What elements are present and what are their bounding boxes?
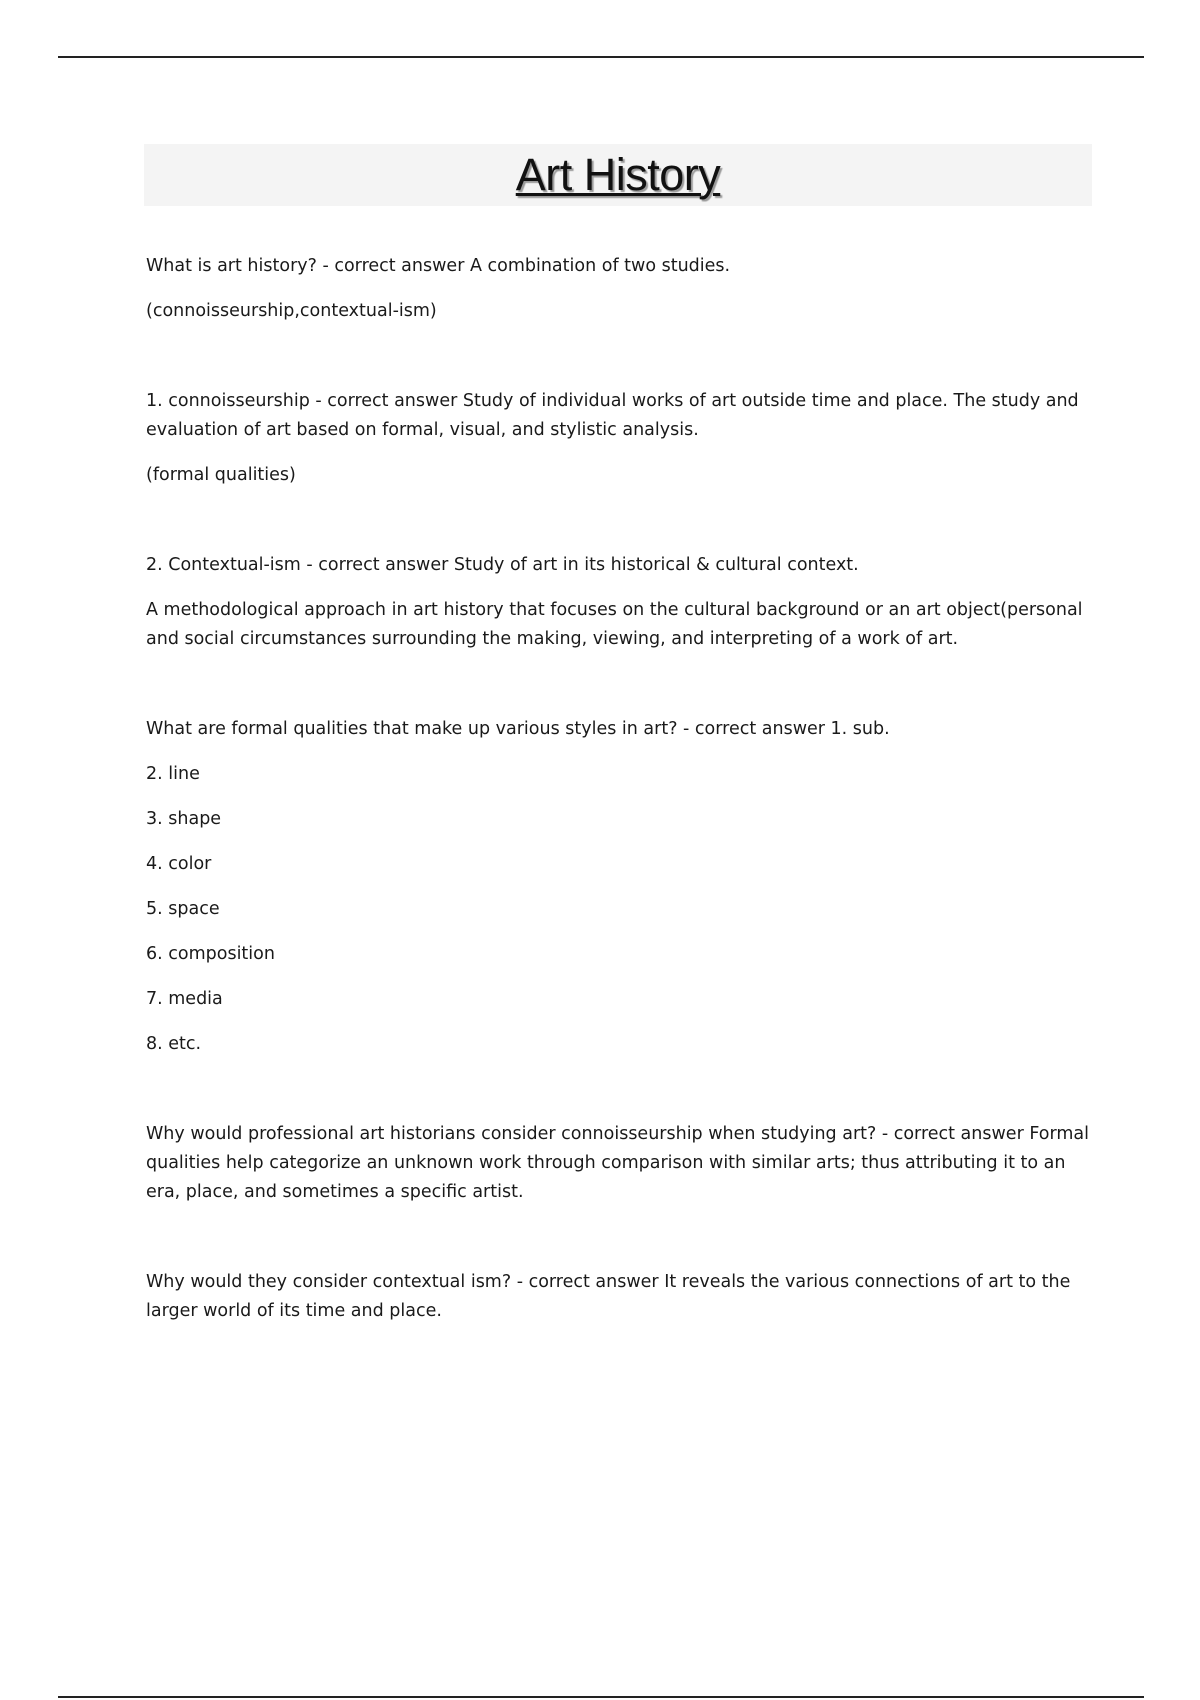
header-rule <box>58 56 1144 58</box>
list-item: 6. composition <box>146 944 275 964</box>
list-item: 8. etc. <box>146 1034 202 1054</box>
question-text: Why would professional art historians consider connoisseurship when studying art? - correct answer Formal qualities help categorize an unknown work through comparison with similar arts; thus attributing it to an era, place, and sometimes a specific artist. <box>146 1124 1090 1202</box>
answer-line: A methodological approach in art history that focuses on the cultural background or an art object(personal and social circumstances surrounding the making, viewing, and interpreting of a work of art. <box>146 600 1083 649</box>
document-title: Art History <box>515 149 721 200</box>
title-band <box>144 144 1092 206</box>
document-body <box>146 252 1090 1342</box>
qa-block-4 <box>146 715 1090 1059</box>
list-item: 3. shape <box>146 809 222 829</box>
qa-block-1 <box>146 252 1090 326</box>
footer-rule <box>58 1696 1144 1698</box>
list-item: 5. space <box>146 899 220 919</box>
question-text: Why would they consider contextual ism? - correct answer It reveals the various connections of art to the larger world of its time and place. <box>146 1272 1071 1321</box>
qa-block-5 <box>146 1120 1090 1207</box>
question-text: 1. connoisseurship - correct answer Study of individual works of art outside time and place. The study and evaluation of art based on formal, visual, and stylistic analysis. <box>146 391 1079 440</box>
qa-block-6 <box>146 1268 1090 1326</box>
qa-block-3 <box>146 551 1090 654</box>
answer-line: (connoisseurship,contextual-ism) <box>146 301 437 321</box>
question-text: What is art history? - correct answer A combination of two studies. <box>146 256 731 276</box>
question-text: 2. Contextual-ism - correct answer Study of art in its historical & cultural context. <box>146 555 859 575</box>
question-text: What are formal qualities that make up various styles in art? - correct answer 1. sub. <box>146 719 890 739</box>
answer-line: (formal qualities) <box>146 465 296 485</box>
qa-block-2 <box>146 387 1090 490</box>
list-item: 2. line <box>146 764 200 784</box>
list-item: 7. media <box>146 989 223 1009</box>
list-item: 4. color <box>146 854 212 874</box>
